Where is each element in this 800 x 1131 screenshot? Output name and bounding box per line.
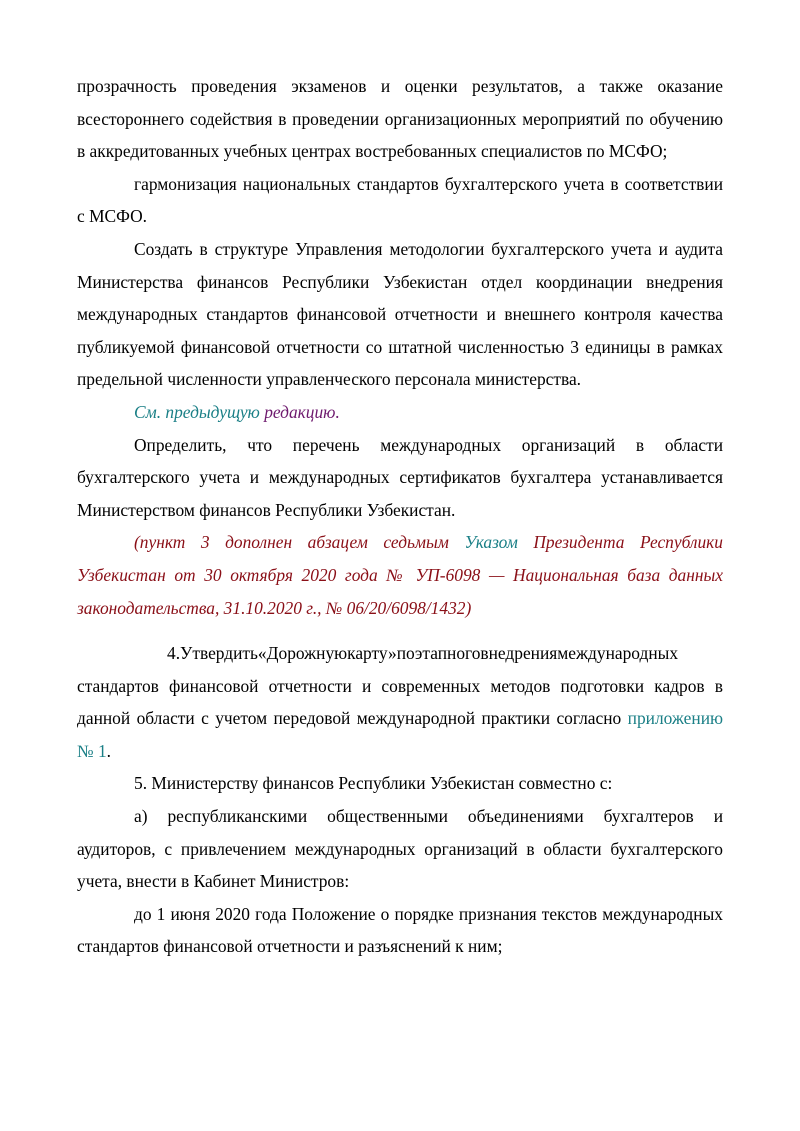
paragraph-ministry: 5. Министерству финансов Республики Узбекистан совместно с: — [134, 773, 613, 794]
appendix-link[interactable]: приложению № 1 — [77, 708, 723, 761]
previous-edition-note: См. предыдущую редакцию. — [134, 401, 340, 422]
paragraph-determine-list: Определить, что перечень международных организаций в области бухгалтерского учета и международных сертификатов бухгалтера устанавливается Министерством финансов Республики Узбекистан. — [77, 434, 723, 520]
previous-edition-link[interactable]: предыдущую — [165, 401, 260, 422]
paragraph-transparency: прозрачность проведения экзаменов и оценки результатов, а также оказание всестороннего содействия в проведении организационных мероприятий по обучению в аккредитованных учебных центрах востребованных специалистов по МСФО; — [77, 76, 723, 162]
paragraph-create-department: Создать в структуре Управления методологии бухгалтерского учета и аудита Министерства финансов Республики Узбекистан отдел координации внедрения международных стандартов финансовой отчетности и внешнего контроля качества публикуемой финансовой отчетности со штатной численностью 3 единицы в рамках предельной численности управленческого персонала министерства. — [77, 238, 723, 390]
decree-link[interactable]: Указом — [464, 532, 518, 553]
roadmap-text: 4.Утвердить«Дорожнуюкарту»поэтапноговнедрениямеждународных стандартов финансовой отчетности и современных методов подготовки кадров в данной области с учетом передовой международной практики согласно — [77, 643, 723, 729]
edition-link[interactable]: редакцию — [264, 401, 336, 422]
president-decree-link[interactable]: Президента Республики Узбекистан от 30 октября 2020 года № УП-6098 — Национальная база данных законодательства, 31.10.2020 г., № 06/20/6098/1432) — [77, 532, 723, 618]
amendment-note — [77, 526, 723, 624]
paragraph-harmonization: гармонизация национальных стандартов бухгалтерского учета в соответствии с МСФО. — [77, 173, 723, 227]
amendment-prefix: (пункт 3 дополнен абзацем седьмым — [134, 532, 465, 553]
paragraph-associations: а) республиканскими общественными объединениями бухгалтеров и аудиторов, с привлечением международных организаций в области бухгалтерского учета, внести в Кабинет Министров: — [77, 806, 723, 892]
paragraph-regulation: до 1 июня 2020 года Положение о порядке признания текстов международных стандартов финансовой отчетности и разъяснений к ним; — [77, 903, 723, 957]
previous-edition-prefix: См. — [134, 401, 166, 422]
document-page — [77, 70, 723, 963]
paragraph-roadmap: 4.Утвердить«Дорожнуюкарту»поэтапноговнедрениямеждународных стандартов финансовой отчетности и современных методов подготовки кадров в данной области с учетом передовой международной практики согласно приложению № 1. — [77, 643, 723, 761]
